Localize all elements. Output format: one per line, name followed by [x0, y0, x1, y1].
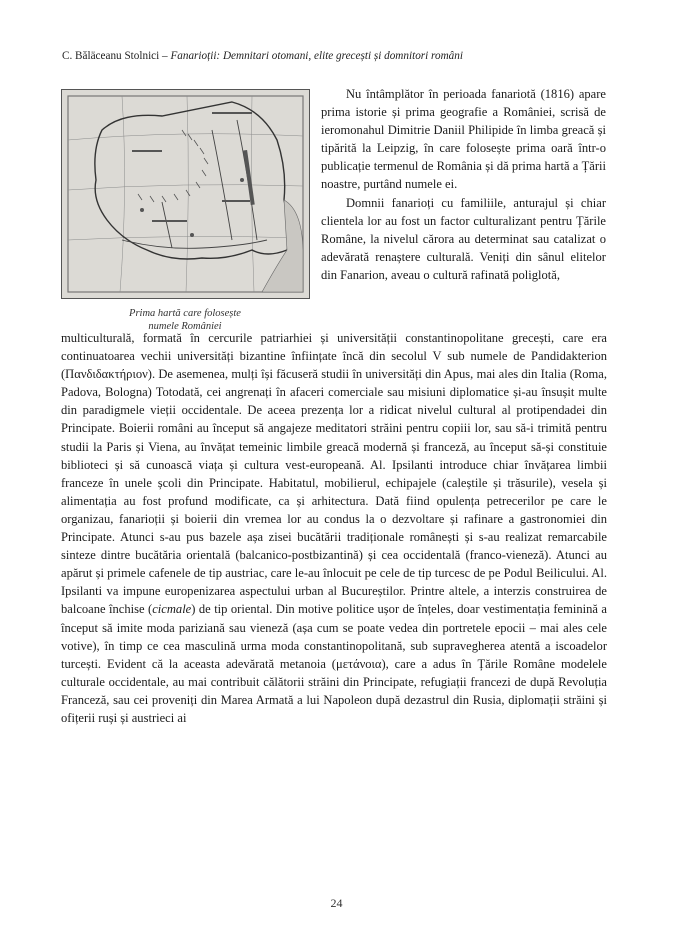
paragraph-2-continued [61, 329, 607, 727]
paragraph-2-start: Domnii fanarioți cu familiile, anturajul și chiar clientela lor au fost un factor culturalizant pentru Țările Române, la nivelul cărora au determinat sau catalizat o adevărată renaștere culturală. Veniți din sânul elitelor din Fanarion, aveau o cultură rafinată poliglotă, [321, 195, 606, 282]
map-drawing [62, 90, 309, 298]
header-title: Fanarioții: Demnitari otomani, elite grecești și domnitori români [170, 50, 463, 62]
text-full-width [61, 329, 607, 727]
caption-line-1: Prima hartă care folosește [129, 308, 241, 319]
historical-map-image [61, 89, 310, 299]
paragraph-2-part-b: ) de tip oriental. Din motive politice ușor de înțeles, doar vestimentația feminină a început să imite moda pariziană sau vieneză (așa cum se poate vedea din portretele epocii – mai ales cele votive), în timp ce cea masculină urma moda constantinopolitană, sub supravegherea atentă a iscoadelor turcești. Evident că la aceasta adevărată metanoia (μετάνοια), care a adus în Țările Române modelele culturale occidentale, au mai contribuit călătorii străini din Principate, refugiații francezi de după Revoluția Franceză, sau cei proveniți din Marea Armată a lui Napoleon după dezastrul din Rusia, diplomații străini și ofițerii ruși și austrieci ai [61, 602, 607, 725]
cicmale-term: cicmale [152, 602, 192, 617]
text-column-right [321, 85, 606, 284]
page-number: 24 [330, 896, 343, 910]
paragraph-2-part-a: multiculturală, formată în cercurile patriarhiei și universității constantinopolitane grecești, care era continuatoarea vechii universități bizantine înființate încă din secolul V sub numele de Pandidakterion (Πανδιδακτήριον). De asemenea, mulți își făcuseră studii în universități din Apus, mai ales din Italia (Roma, Padova, Bologna) Totodată, cei angrenați în afaceri comerciale sau misiuni diplomatice și-au însușit multe din paradigmele vieții occidentale. De aceea prezența lor a ridicat nivelul cultural al protipendadei din Principate. Boierii români au început să angajeze meditatori străini pentru copiii lor, sau să-i trimită pentru studii la Paris și Viena, au învățat temeinic limbile greacă modernă și franceză, au început să-și constituie biblioteci și să cunoască viața și cultura vest-europeană. Al. Ipsilanti introduce chiar învățarea limbii franceze în unele școli din Principate. Habitatul, mobilierul, echipajele (caleștile și trăsurile), vesela și alimentația au fost profund modificate, ca și arhitectura. Dată fiind opulența petrecerilor pe care le organizau, fanarioții și boierii din vremea lor au condus la o dezvoltare și rafinare a gastronomiei din Principate. Atunci s-au pus bazele așa zisei bucătării tradiționale românești și s-au realizat remarcabile sinteze dintre bucătăria orientală (balcanico-postbizantină) și cea occidentală (franco-vieneză). Atunci au apărut și primele cafenele de tip austriac, care le-au înlocuit pe cele de tip turcesc de pe Podul Beilicului. Al. Ipsilanti va impune europenizarea aspectului urban al Bucureștilor. Printre altele, a interzis construirea de balcoane închise ( [61, 331, 607, 617]
caption-line-2: numele României [148, 321, 222, 332]
paragraph-1: Nu întâmplător în perioada fanariotă (1816) apare prima istorie și prima geografie a României, scrisă de ieromonahul Dimitrie Daniil Philipide în limba greacă și tipărită la Leipzig, în care folosește prima oară într-o publicație termenul de România și dă prima hartă a Țării noastre, purtând numele ei. [321, 87, 606, 192]
running-header [62, 50, 622, 62]
header-author: C. Băläceanu Stolnici – [62, 50, 171, 62]
